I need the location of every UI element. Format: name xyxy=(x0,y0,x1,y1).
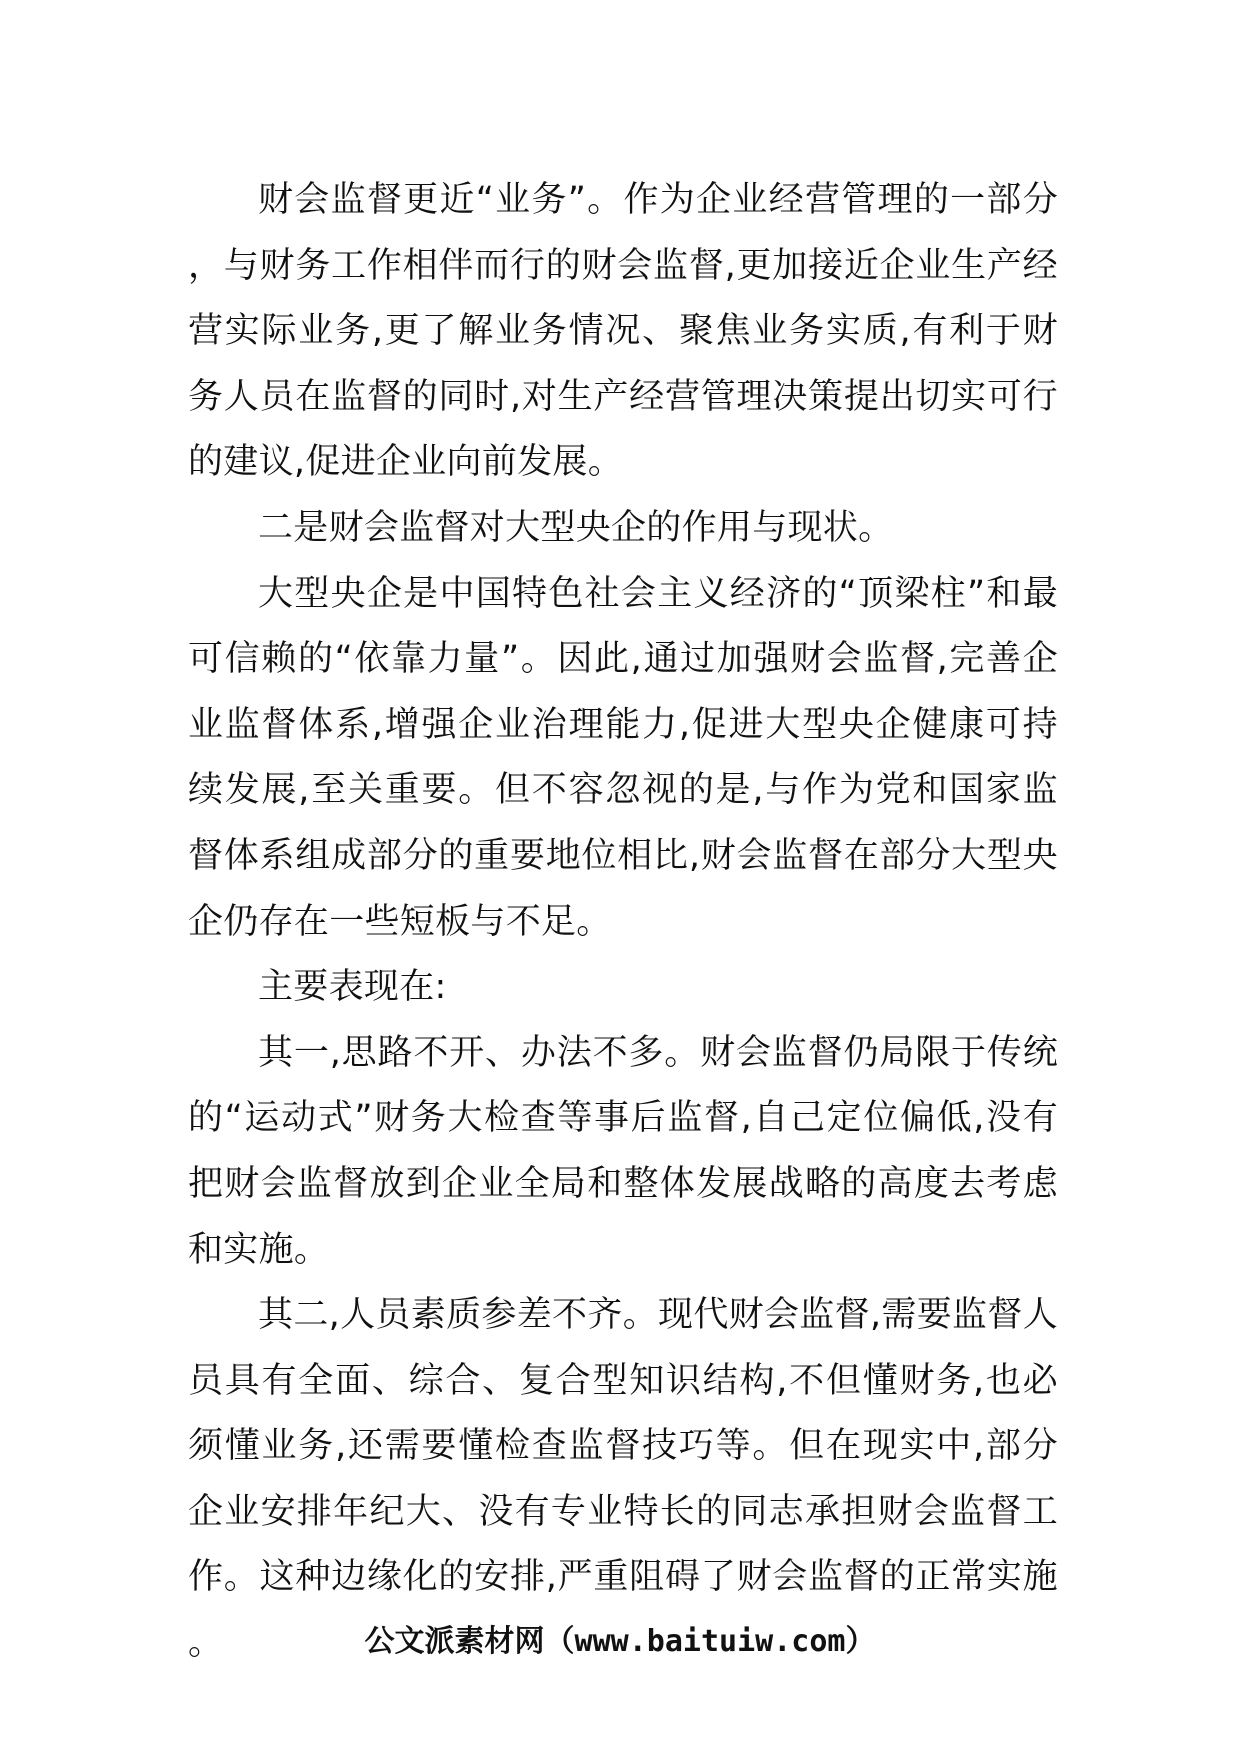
paragraph-main-issues-intro: 主要表现在: xyxy=(258,967,447,1008)
paragraph-soe-role: 大型央企是中国特色社会主义经济的“顶梁柱”和最可信赖的“依靠力量”。因此,通过加强财会监督,完善企业监督体系,增强企业治理能力,促进大型央企健康可持续发展,至关重要。但不容忽视的是,与作为党和国家监督体系组成部分的重要地位相比,财会监督在部分大型央企仍存在一些短板与不足。 xyxy=(188,573,1058,942)
paragraph-issue-two: 其二,人员素质参差不齐。现代财会监督,需要监督人员具有全面、综合、复合型知识结构,不但懂财务,也必须懂业务,还需要懂检查监督技巧等。但在现实中,部分企业安排年纪大、没有专业特长的同志承担财会监督工作。这种边缘化的安排,严重阻碍了财会监督的正常实施。 xyxy=(188,1295,1058,1664)
footer-watermark: 公文派素材网（www.baituiw.com） xyxy=(364,1624,876,1659)
document-body xyxy=(188,168,1058,1677)
paragraph-issue-one: 其一,思路不开、办法不多。财会监督仍局限于传统的“运动式”财务大检查等事后监督,自己定位偏低,没有把财会监督放到企业全局和整体发展战略的高度去考虑和实施。 xyxy=(188,1032,1058,1270)
paragraph-business-proximity: 财会监督更近“业务”。作为企业经营管理的一部分，与财务工作相伴而行的财会监督,更加接近企业生产经营实际业务,更了解业务情况、聚焦业务实质,有利于财务人员在监督的同时,对生产经营管理决策提出切实可行的建议,促进企业向前发展。 xyxy=(188,180,1058,483)
paragraph-section-heading: 二是财会监督对大型央企的作用与现状。 xyxy=(258,507,894,548)
